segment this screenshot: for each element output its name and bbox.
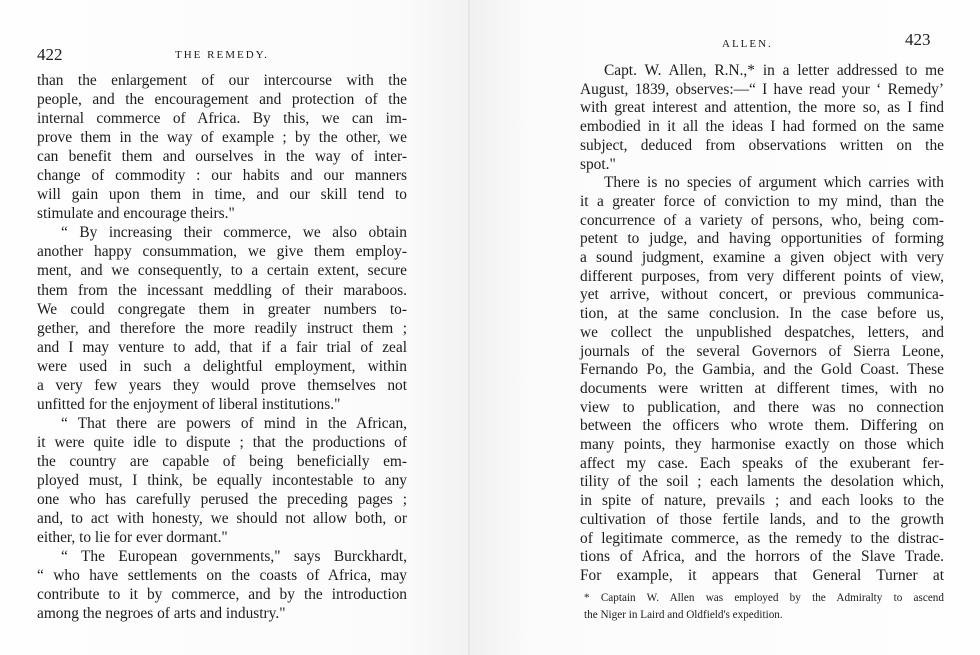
text-line: and, to act with honesty, we should not allow both, or: [37, 510, 407, 528]
text-line: people, and the encouragement and protection of the: [37, 91, 407, 109]
text-line: August, 1839, observes:—“ I have read your ‘ Remedy’: [580, 80, 944, 98]
text-line: different purposes, from very different points of view,: [580, 267, 944, 285]
text-line: “ who have settlements on the coasts of Africa, may: [37, 567, 407, 585]
page-number-left: 422: [37, 45, 63, 64]
text-line: in spite of nature, prevails ; and each looks to the: [580, 492, 944, 510]
right-page: [470, 0, 980, 655]
text-line: among the negroes of arts and industry.": [37, 605, 286, 623]
text-line: tions of Africa, and the horrors of the Slave Trade.: [580, 548, 944, 566]
text-line: view to publication, and there was no connection: [580, 398, 944, 416]
text-line: a very few years they would prove themselves not: [37, 376, 407, 394]
text-line: than the enlargement of our intercourse with the: [37, 72, 407, 89]
text-line: documents were written at different times, with no: [580, 379, 944, 397]
text-line: either, to lie for ever dormant.": [37, 529, 228, 547]
text-line: “ That there are powers of mind in the African,: [61, 414, 407, 432]
text-line: tion, at the same conclusion. In the case before us,: [580, 305, 944, 323]
text-line: internal commerce of Africa. By this, we can im-: [37, 110, 407, 128]
text-line: gether, and therefore the more readily instruct them ;: [37, 319, 407, 337]
text-line: the country are capable of being beneficially em-: [37, 452, 407, 470]
left-page: [0, 0, 470, 655]
text-line: tility of the soil ; each laments the desolation which,: [580, 473, 944, 491]
text-line: stimulate and encourage theirs.": [37, 205, 235, 223]
text-line: it were quite idle to dispute ; that the productions of: [37, 433, 407, 451]
text-line: can benefit them and ourselves in the way of inter-: [37, 148, 407, 166]
text-line: a sound judgment, examine a given object with very: [580, 249, 944, 267]
text-line: yet arrive, without concert, or previous communica-: [580, 286, 944, 304]
text-line: ment, and we consequently, to a certain extent, secure: [37, 262, 407, 280]
text-line: will gain upon them in time, and our skill tend to: [37, 186, 407, 204]
text-line: with great interest and attention, the more so, as I find: [580, 99, 944, 117]
text-line: contribute to it by commerce, and by the introduction: [37, 586, 407, 604]
text-line: were used in such a delightful employment, within: [37, 357, 407, 375]
text-line: journals of the several Governors of Sierra Leone,: [580, 342, 944, 360]
text-line: Fernando Po, the Gambia, and the Gold Coast. These: [580, 361, 944, 379]
text-line: between the officers who wrote them. Differing on: [580, 417, 944, 435]
text-line: it a greater force of conviction to my mind, than the: [580, 192, 944, 210]
text-line: one who has carefully perused the preceding pages ;: [37, 491, 407, 509]
text-line: ployed must, I think, be equally incontestable to any: [37, 471, 407, 489]
text-line: change of commodity : our habits and our manners: [37, 167, 407, 185]
left-page-body: [37, 71, 407, 623]
footnote: [584, 590, 944, 624]
running-head-left: THE REMEDY.: [175, 49, 269, 61]
text-line: affect my case. Each speaks of the exuberant fer-: [580, 454, 944, 472]
right-page-body: [580, 62, 944, 586]
text-line: unfitted for the enjoyment of liberal institutions.": [37, 395, 341, 413]
text-line: Capt. W. Allen, R.N.,* in a letter addressed to me: [604, 62, 944, 79]
text-line: and I may venture to add, that if a fair trial of zeal: [37, 338, 407, 356]
text-line: petent to judge, and having opportunities of forming: [580, 230, 944, 248]
text-line: “ The European governments," says Burckhardt,: [61, 548, 407, 566]
page-number-right: 423: [905, 30, 931, 49]
text-line: prove them in the way of example ; by the other, we: [37, 129, 407, 147]
text-line: There is no species of argument which carries with: [604, 174, 944, 192]
text-line: cultivation of those fertile lands, and to the growth: [580, 510, 944, 528]
text-line: For example, it appears that General Turner at: [580, 566, 944, 584]
footnote-line: * Captain W. Allen was employed by the Admiralty to ascend: [584, 592, 944, 604]
text-line: subject, deduced from observations written on the: [580, 136, 944, 154]
text-line: of legitimate commerce, as the remedy to the distrac-: [580, 529, 944, 547]
text-line: many points, they harmonise exactly on those which: [580, 436, 944, 454]
text-line: them from the incessant meddling of their maraboos.: [37, 281, 407, 299]
text-line: we collect the unpublished despatches, letters, and: [580, 323, 944, 341]
text-line: spot.": [580, 155, 616, 173]
footnote-line: the Niger in Laird and Oldfield's expedition.: [584, 609, 783, 621]
text-line: “ By increasing their commerce, we also obtain: [61, 224, 407, 242]
text-line: concurrence of a variety of persons, who, being com-: [580, 211, 944, 229]
text-line: embodied in it all the ideas I had formed on the same: [580, 118, 944, 136]
text-line: another happy consummation, we give them employ-: [37, 243, 407, 261]
running-head-right: ALLEN.: [722, 38, 773, 50]
text-line: We could congregate them in greater numbers to-: [37, 300, 407, 318]
